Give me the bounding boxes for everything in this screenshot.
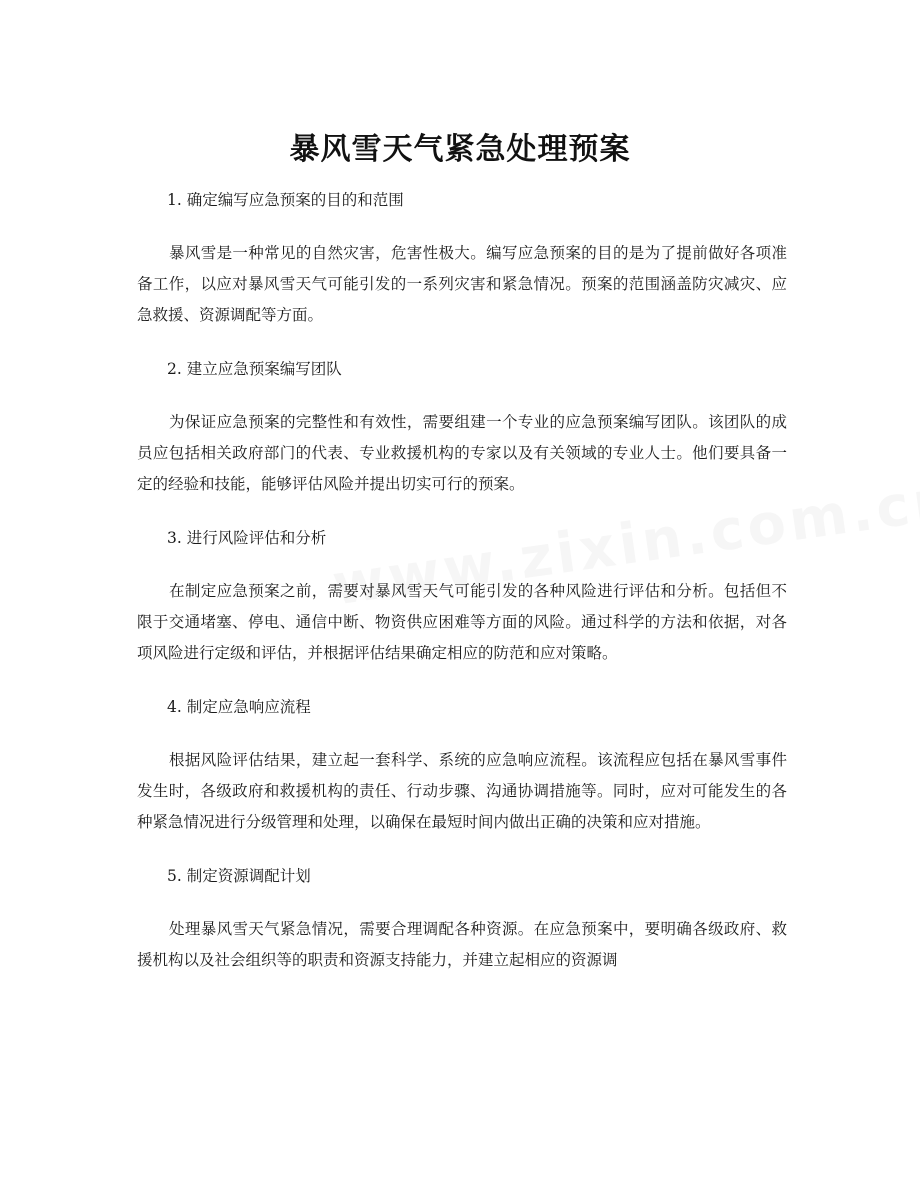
- section-4-heading: 4. 制定应急响应流程: [167, 698, 311, 716]
- document-body: [137, 182, 787, 976]
- section-5-heading: 5. 制定资源调配计划: [167, 867, 311, 885]
- section-1-heading: 1. 确定编写应急预案的目的和范围: [167, 191, 404, 209]
- section-2-heading: 2. 建立应急预案编写团队: [167, 360, 342, 378]
- section-1-paragraph: 暴风雪是一种常见的自然灾害，危害性极大。编写应急预案的目的是为了提前做好各项准备工作，以应对暴风雪天气可能引发的一系列灾害和紧急情况。预案的范围涵盖防灾减灾、应急救援、资源调配等方面。: [137, 244, 787, 324]
- section-3-heading: 3. 进行风险评估和分析: [167, 529, 327, 547]
- section-4-paragraph: 根据风险评估结果，建立起一套科学、系统的应急响应流程。该流程应包括在暴风雪事件发生时，各级政府和救援机构的责任、行动步骤、沟通协调措施等。同时，应对可能发生的各种紧急情况进行分级管理和处理，以确保在最短时间内做出正确的决策和应对措施。: [137, 751, 787, 831]
- section-3-paragraph: 在制定应急预案之前，需要对暴风雪天气可能引发的各种风险进行评估和分析。包括但不限于交通堵塞、停电、通信中断、物资供应困难等方面的风险。通过科学的方法和依据，对各项风险进行定级和评估，并根据评估结果确定相应的防范和应对策略。: [137, 582, 787, 662]
- document-title: 暴风雪天气紧急处理预案: [289, 132, 631, 168]
- section-2-paragraph: 为保证应急预案的完整性和有效性，需要组建一个专业的应急预案编写团队。该团队的成员应包括相关政府部门的代表、专业救援机构的专家以及有关领域的专业人士。他们要具备一定的经验和技能，能够评估风险并提出切实可行的预案。: [137, 413, 787, 493]
- section-5-paragraph: 处理暴风雪天气紧急情况，需要合理调配各种资源。在应急预案中，要明确各级政府、救援机构以及社会组织等的职责和资源支持能力，并建立起相应的资源调: [137, 920, 787, 969]
